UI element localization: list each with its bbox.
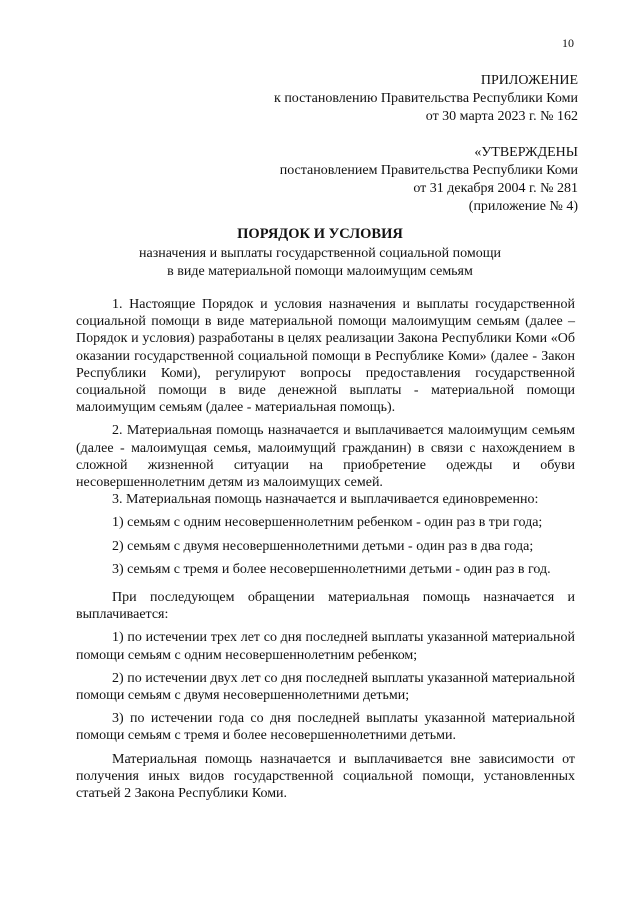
list-item-repeat-2: 2) по истечении двух лет со дня последней выплаты указанной материальной помощи семьям с двумя несовершеннолетними детьми; — [76, 670, 575, 704]
annex-date-number: от 30 марта 2023 г. № 162 — [425, 109, 578, 124]
page-number: 10 — [562, 36, 574, 50]
paragraph-2: 2. Материальная помощь назначается и выплачивается малоимущим семьям (далее - малоимущая семья, малоимущий гражданин) в связи с нахождением в сложной жизненной ситуации на приобретение одежды и обуви несовершеннолетним детям из малоимущих семей. — [76, 423, 575, 491]
annex-resolution: к постановлению Правительства Республики Коми — [274, 91, 578, 106]
list-item-1: 1) семьям с одним несовершеннолетним ребенком - один раз в три года; — [112, 515, 543, 531]
list-item-repeat-1: 1) по истечении трех лет со дня последней выплаты указанной материальной помощи семьям с одним несовершеннолетним ребенком; — [76, 630, 575, 663]
title-subtitle-line1: назначения и выплаты государственной социальной помощи — [139, 246, 501, 261]
list-item-3: 3) семьям с тремя и более несовершеннолетними детьми - один раз в год. — [112, 561, 551, 577]
approved-annex-ref: (приложение № 4) — [468, 199, 578, 214]
approved-resolution: постановлением Правительства Республики Коми — [279, 163, 578, 178]
paragraph-repeat-request: При последующем обращении материальная помощь назначается и выплачивается: — [76, 590, 575, 623]
approved-date-number: от 31 декабря 2004 г. № 281 — [413, 181, 578, 196]
approved-block — [280, 144, 578, 216]
document-title — [0, 225, 640, 281]
paragraph-independence: Материальная помощь назначается и выплачивается вне зависимости от получения иных видов государственной социальной помощи, установленных статьей 2 Закона Республики Коми. — [76, 751, 575, 802]
annex-block — [274, 72, 578, 126]
title-subtitle-line2: в виде материальной помощи малоимущим семьям — [167, 264, 473, 279]
approved-heading: «УТВЕРЖДЕНЫ — [474, 145, 578, 160]
list-item-2: 2) семьям с двумя несовершеннолетними детьми - один раз в два года; — [112, 538, 534, 554]
list-item-repeat-3: 3) по истечении года со дня последней выплаты указанной материальной помощи семьям с тремя и более несовершеннолетними детьми. — [76, 711, 575, 744]
document-body — [76, 296, 575, 802]
title-main: ПОРЯДОК И УСЛОВИЯ — [237, 226, 403, 242]
annex-heading: ПРИЛОЖЕНИЕ — [480, 73, 578, 88]
paragraph-1: 1. Настоящие Порядок и условия назначения и выплаты государственной социальной помощи в виде материальной помощи малоимущим семьям (далее – Порядок и условия) разработаны в целях реализации Закона Республики Коми «Об оказании государственной социальной помощи в Республике Коми» (далее - Закон Республики Коми), регулируют вопросы предоставления государственной социальной помощи в виде денежной выплаты - материальной помощи малоимущим семьям (далее - материальная помощь). — [76, 297, 575, 416]
paragraph-3: 3. Материальная помощь назначается и выплачивается единовременно: — [112, 492, 539, 508]
